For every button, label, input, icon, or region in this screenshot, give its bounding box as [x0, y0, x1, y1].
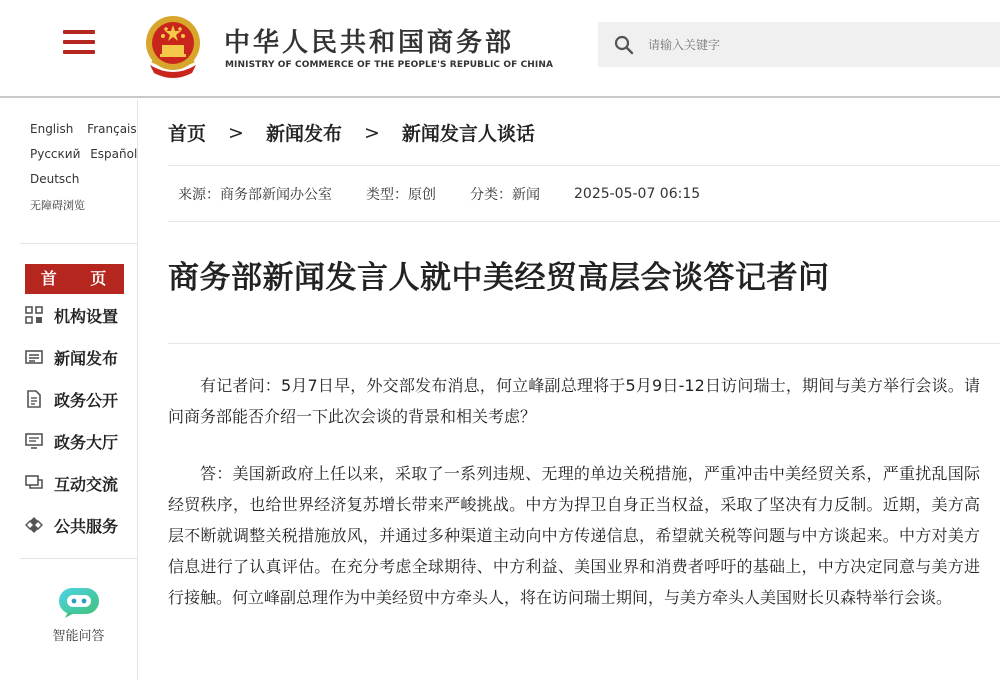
lang-english-link[interactable]: English: [30, 122, 74, 136]
site-title-cn: 中华人民共和国商务部: [224, 28, 515, 58]
breadcrumb-separator: >: [228, 121, 244, 144]
robot-chat-icon: [56, 585, 102, 619]
breadcrumb: [168, 100, 1000, 166]
nav-item-label: 新闻发布: [54, 348, 119, 368]
service-icon: [25, 516, 43, 534]
breadcrumb-spokesperson-link[interactable]: 新闻发言人谈话: [401, 123, 535, 145]
newspaper-icon: [25, 348, 43, 366]
monitor-icon: [25, 432, 43, 450]
search-icon[interactable]: [614, 35, 634, 55]
nav-item-public-service[interactable]: [20, 504, 137, 546]
nav-item-label: 公共服务: [54, 516, 119, 536]
org-grid-icon: [25, 306, 43, 324]
nav-home-button[interactable]: 首 页: [25, 264, 124, 294]
nav-item-label: 政务公开: [54, 390, 119, 410]
site-title-en: MINISTRY OF COMMERCE OF THE PEOPLE'S REPUBLIC OF CHINA: [225, 60, 554, 70]
nav-item-label: 政务大厅: [54, 432, 119, 452]
nav-item-service-hall[interactable]: [20, 420, 137, 462]
lang-russian-link[interactable]: Русский: [30, 147, 81, 161]
article-title: 商务部新闻发言人就中美经贸高层会谈答记者问: [168, 222, 1000, 344]
meta-type: 类型：原创: [366, 186, 436, 203]
breadcrumb-home-link[interactable]: 首页: [168, 123, 207, 145]
nav-item-interaction[interactable]: [20, 462, 137, 504]
nav-item-organization[interactable]: [20, 294, 137, 336]
meta-source: 来源：商务部新闻办公室: [178, 186, 332, 203]
article-body: [168, 344, 980, 613]
language-switcher: [20, 100, 137, 244]
menu-icon[interactable]: [63, 30, 95, 56]
meta-date: 2025-05-07 06:15: [574, 185, 701, 202]
ai-assistant-label: 智能问答: [52, 629, 105, 644]
nav-item-news[interactable]: [20, 336, 137, 378]
nav-item-label: 机构设置: [54, 306, 119, 326]
lang-french-link[interactable]: Français: [87, 122, 137, 136]
nav-item-label: 互动交流: [54, 474, 119, 494]
search-input[interactable]: [648, 38, 988, 52]
main-nav: [20, 244, 137, 644]
lang-spanish-link[interactable]: Español: [90, 147, 138, 161]
ai-assistant-button[interactable]: [20, 559, 137, 644]
accessible-browse-link[interactable]: 无障碍浏览: [30, 199, 85, 212]
article-paragraph: 有记者问：5月7日早，外交部发布消息，何立峰副总理将于5月9日-12日访问瑞士，期间与美方举行会谈。请问商务部能否介绍一下此次会谈的背景和相关考虑？: [168, 376, 980, 426]
chat-icon: [25, 474, 43, 492]
article-main: [168, 100, 1000, 639]
article-paragraph: 答：美国新政府上任以来，采取了一系列违规、无理的单边关税措施，严重冲击中美经贸关系，严重扰乱国际经贸秩序，也给世界经济复苏增长带来严峻挑战。中方为捍卫自身正当权益，采取了坚决有力反制。近期，美方高层不断就调整关税措施放风，并通过多种渠道主动向中方传递信息，希望就关税等问题与中方谈起来。中方对美方信息进行了认真评估。在充分考虑全球期待、中方利益、美国业界和消费者呼吁的基础上，中方决定同意与美方进行接触。何立峰副总理作为中美经贸中方牵头人，将在访问瑞士期间，与美方牵头人美国财长贝森特举行会谈。: [168, 464, 980, 607]
nav-item-gov-affairs[interactable]: [20, 378, 137, 420]
national-emblem-icon: [142, 13, 204, 79]
sidebar: [20, 100, 138, 680]
document-icon: [25, 390, 43, 408]
search-box[interactable]: [598, 22, 1000, 67]
article-meta: [168, 166, 1000, 222]
breadcrumb-separator: >: [363, 121, 380, 144]
breadcrumb-news-link[interactable]: 新闻发布: [265, 123, 342, 145]
site-header: [0, 0, 1000, 98]
meta-category: 分类：新闻: [470, 186, 540, 203]
lang-german-link[interactable]: Deutsch: [30, 172, 80, 186]
